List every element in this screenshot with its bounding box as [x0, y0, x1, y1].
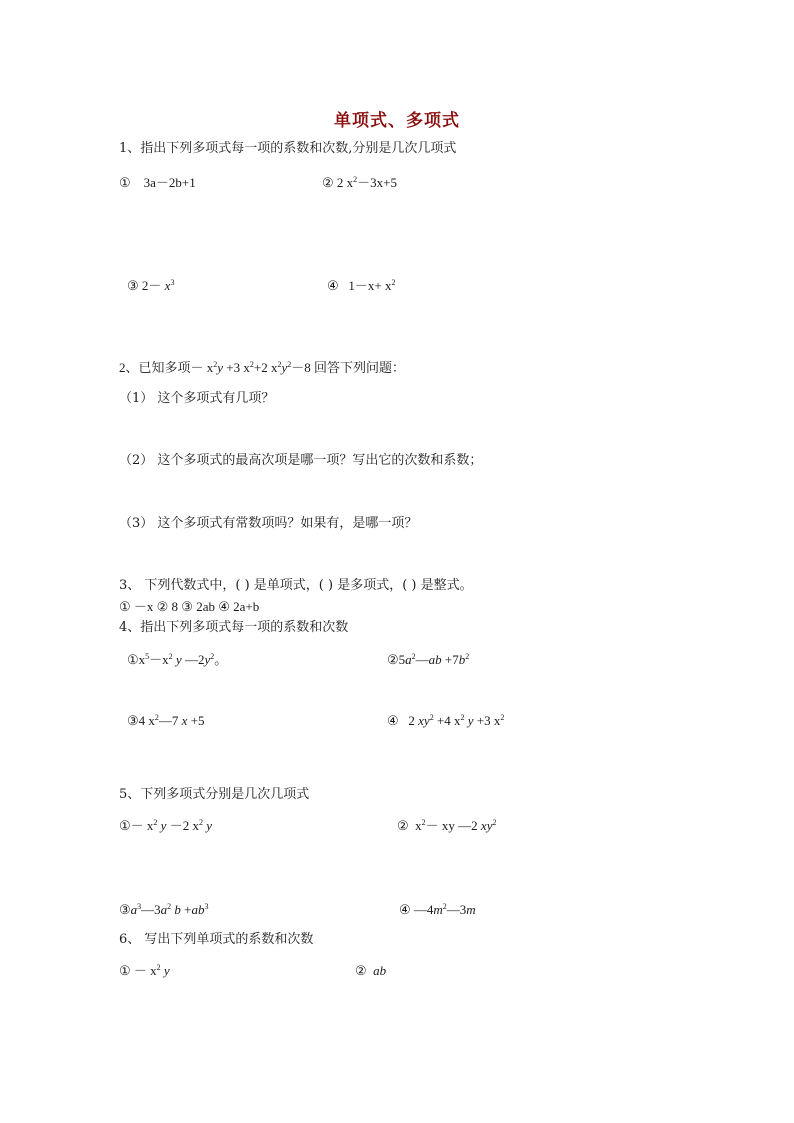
question-5-stem: 5、下列多项式分别是几次几项式: [119, 787, 310, 802]
q1-item-c: ③ $2- x^3$: [127, 278, 175, 293]
item-number: ④: [387, 713, 399, 728]
q1-item-d: ④ $1-x+ x^2$: [327, 278, 396, 293]
page-title: 单项式、多项式: [334, 111, 460, 131]
item-number: ③: [127, 713, 139, 728]
q5-item-a: ①－ $x^2$ y －2 $x^2$ y: [119, 818, 212, 833]
q3-options: ① －x ② 8 ③ 2ab ④ 2a+b: [119, 599, 260, 614]
q6-item-b: ② ab: [355, 963, 387, 978]
item-number: ①: [119, 963, 131, 978]
q4-item-d: ④ 2 $xy^2 +4$ $x^2$ y +3 $x^2$: [387, 713, 505, 728]
question-1-stem: 1、指出下列多项式每一项的系数和次数,分别是几次几项式: [119, 141, 457, 156]
q5-item-d: ④ $—4m^2—3m$: [399, 902, 476, 917]
q1-item-b: ② 2 $x^2-3x+5$: [322, 175, 397, 190]
q6-item-a: ① － $x^2$ y: [119, 963, 170, 978]
q2-sub-3: （3） 这个多项式有常数项吗？如果有，是哪一项？: [119, 516, 418, 531]
question-4-stem: 4、指出下列多项式每一项的系数和次数: [119, 620, 349, 635]
q1-item-a: [119, 174, 196, 192]
q2-sub-1: （1） 这个多项式有几项？: [119, 391, 275, 406]
question-3-stem: 3、 下列代数式中，( ) 是单项式，( ) 是多项式，( ) 是整式。: [119, 578, 473, 593]
question-6-stem: 6、 写出下列单项式的系数和次数: [119, 932, 314, 947]
item-number: ①: [119, 818, 131, 833]
item-number: ③: [127, 278, 139, 293]
item-number: ②: [387, 652, 399, 667]
q5-item-c: $③a^3—3a^2$ $b +ab^3$: [119, 902, 209, 917]
item-number: ②: [355, 963, 367, 978]
item-number: ④: [399, 902, 411, 917]
item-number: ③: [119, 902, 131, 917]
q5-item-b: ② $x^2-$ xy —2 $xy^2$: [397, 818, 497, 833]
q2-sub-2: （2） 这个多项式的最高次项是哪一项？写出它的次数和系数；: [119, 453, 483, 468]
item-number: ①: [119, 175, 131, 190]
item-number: ①: [127, 652, 139, 667]
q4-item-c: ③4 $x^2—7$ x +5: [127, 713, 205, 728]
question-2-stem: 2、已知多项－ $x^2y +3$ $x^2+2$ $x^2y^2-8$ 回答下列问题：: [119, 360, 406, 375]
item-number: ②: [322, 175, 334, 190]
q4-item-a: $①x^5-x^2$ y $—2y^2$。: [127, 652, 228, 667]
q4-item-b: $②5a^2—ab +7b^2$: [387, 652, 470, 667]
item-number: ④: [327, 278, 339, 293]
item-number: ②: [397, 818, 409, 833]
expression: 3a－2b+1: [143, 175, 196, 190]
